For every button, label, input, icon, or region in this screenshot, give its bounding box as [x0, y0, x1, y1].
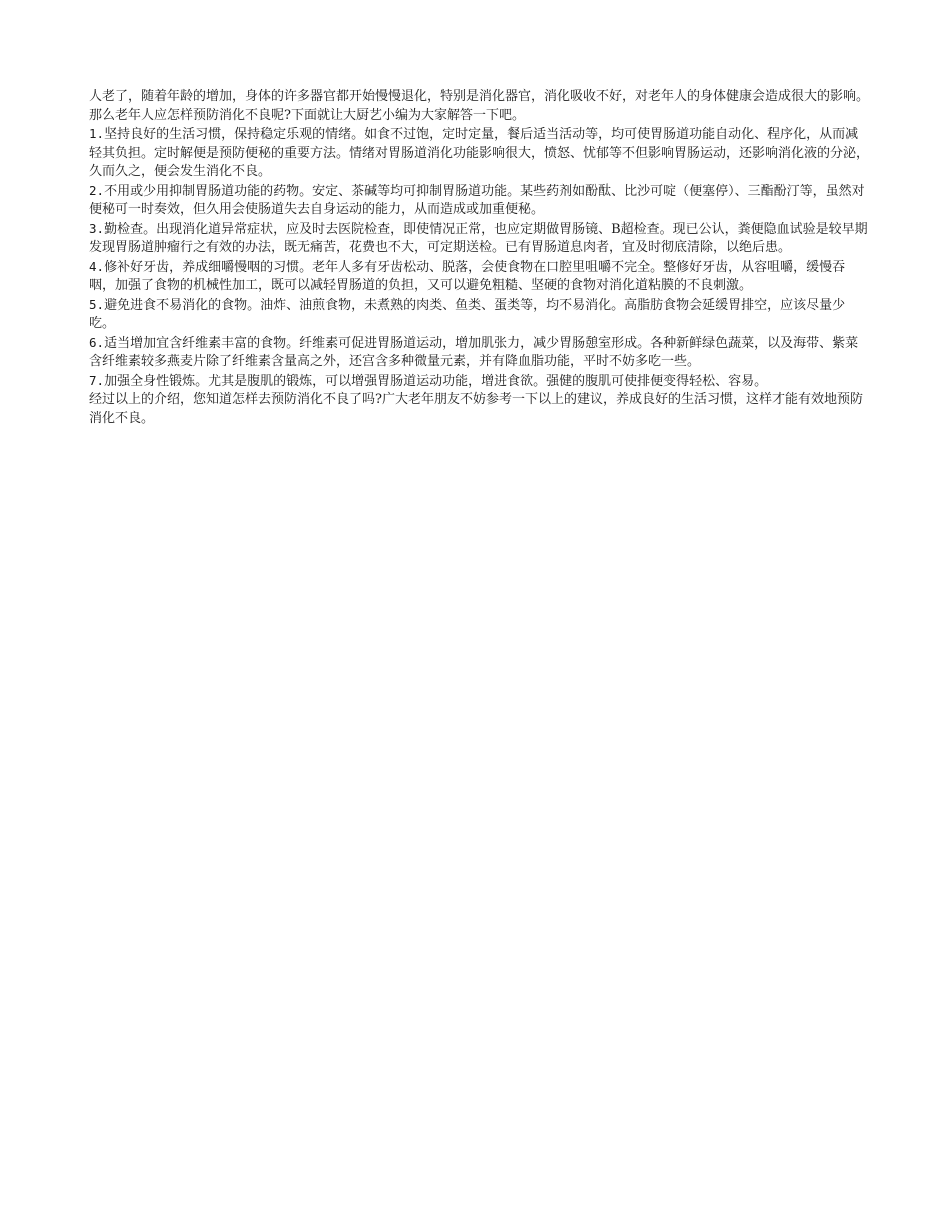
item-number: 5.	[89, 296, 105, 312]
item-number: 7.	[89, 372, 105, 388]
item-text: 避免进食不易消化的食物。油炸、油煎食物，未煮熟的肉类、鱼类、蛋类等，均不易消化。高脂肪食物会延缓胃排空，应该尽量少吃。	[89, 297, 846, 331]
conclusion-paragraph: 经过以上的介绍，您知道怎样去预防消化不良了吗?广大老年朋友不妨参考一下以上的建议，养成良好的生活习惯，这样才能有效地预防消化不良。	[89, 392, 863, 426]
intro-paragraph: 人老了，随着年龄的增加，身体的许多器官都开始慢慢退化，特别是消化器官，消化吸收不好，对老年人的身体健康会造成很大的影响。那么老年人应怎样预防消化不良呢?下面就让大厨艺小编为大家解答一下吧。	[89, 89, 870, 123]
list-item-4	[89, 258, 869, 296]
item-number: 6.	[89, 334, 105, 350]
item-number: 1.	[89, 126, 105, 141]
list-item-7	[89, 372, 869, 392]
item-text: 适当增加宜含纤维素丰富的食物。纤维素可促进胃肠道运动，增加肌张力，减少胃肠憩室形成。各种新鲜绿色蔬菜，以及海带、紫菜含纤维素较多燕麦片除了纤维素含量高之外，还宫含多种微量元素，并有降血脂功能，平时不妨多吃一些。	[89, 335, 859, 369]
list-item-2	[89, 182, 869, 220]
list-item-1	[89, 125, 869, 182]
item-number: 2.	[89, 182, 105, 198]
list-item-6	[89, 334, 869, 372]
item-text: 修补好牙齿，养成细嚼慢咽的习惯。老年人多有牙齿松动、脱落，会使食物在口腔里咀嚼不完全。整修好牙齿，从容咀嚼，缓慢吞咽，加强了食物的机械性加工，既可以减轻胃肠道的负担，又可以避免粗糙、坚硬的食物对消化道粘膜的不良刺激。	[89, 259, 846, 293]
list-item-3	[89, 220, 869, 258]
item-text: 加强全身性锻炼。尤其是腹肌的锻炼，可以增强胃肠道运动功能，增进食欲。强健的腹肌可使排便变得轻松、容易。	[104, 373, 768, 389]
item-text: 不用或少用抑制胃肠道功能的药物。安定、茶碱等均可抑制胃肠道功能。某些药剂如酚酞、比沙可啶（便塞停）、三酯酚汀等，虽然对便秘可一时奏效，但久用会使肠道失去自身运动的能力，从而造成或加重便秘。	[89, 183, 865, 217]
item-text: 勤检查。出现消化道异常症状，应及时去医院检查，即使情况正常，也应定期做胃肠镜、B超检查。现已公认，粪便隐血试验是较早期发现胃肠道肿瘤行之有效的办法，既无痛苦，花费也不大，可定期送检。已有胃肠道息肉者，宜及时彻底清除，以绝后患。	[89, 221, 868, 255]
item-number: 3.	[89, 220, 105, 236]
item-text: 坚持良好的生活习惯，保持稳定乐观的情绪。如食不过饱，定时定量，餐后适当活动等，均可使胃肠道功能自动化、程序化，从而减轻其负担。定时解便是预防便秘的重要方法。情绪对胃肠道消化功能影响很大，愤怒、忧郁等不但影响胃肠运动，还影响消化液的分泌，久而久之，便会发生消化不良。	[89, 127, 870, 179]
list-item-5	[89, 296, 869, 334]
document-body	[89, 88, 869, 428]
item-number: 4.	[89, 258, 105, 274]
